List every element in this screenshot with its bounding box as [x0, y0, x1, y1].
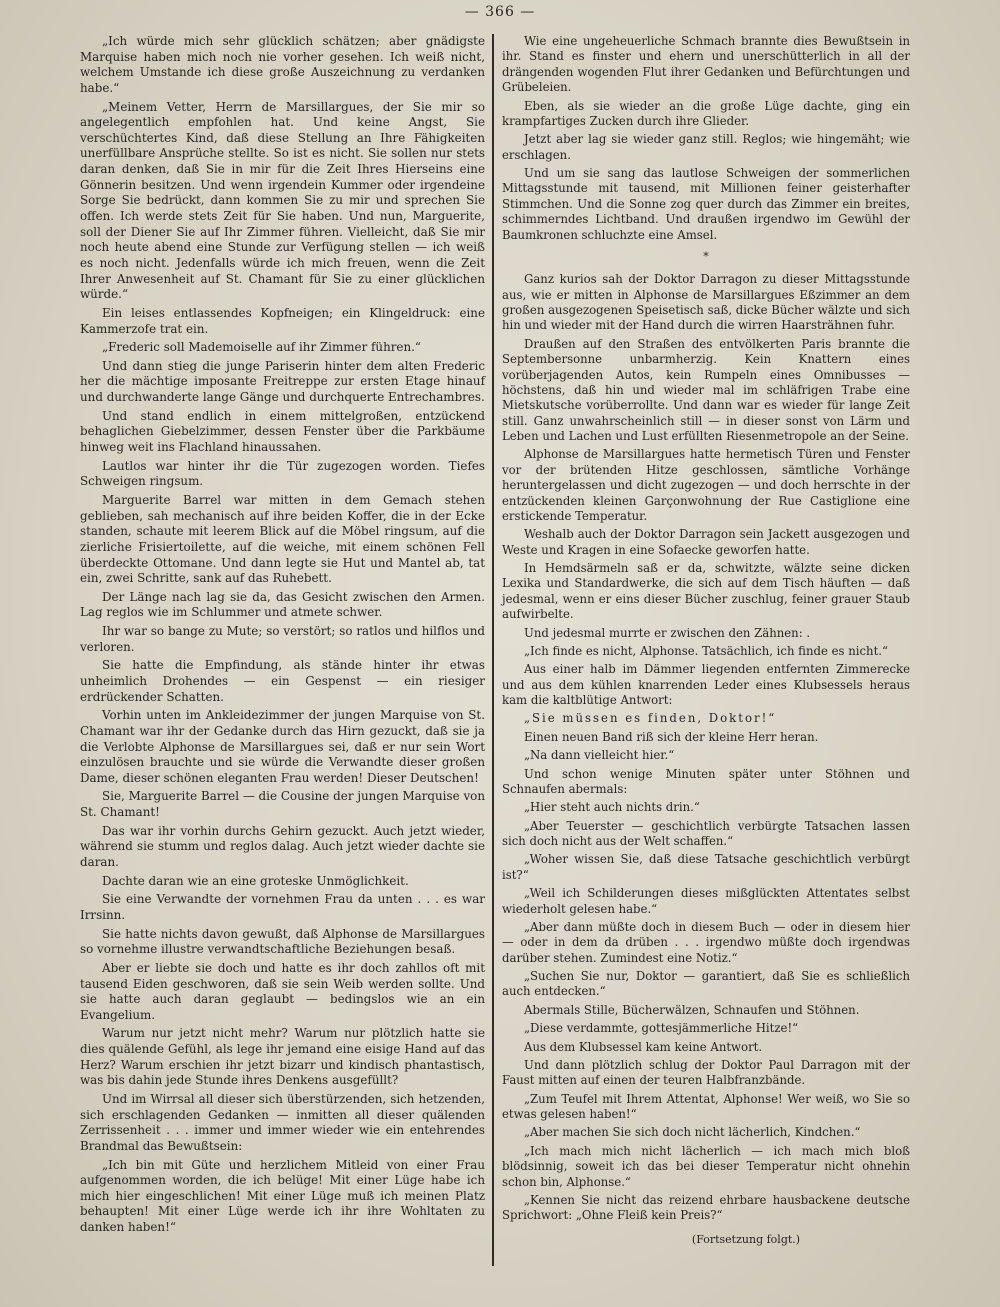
paragraph: Einen neuen Band riß sich der kleine Herr heran. [524, 729, 819, 744]
paragraph: Der Länge nach lag sie da, das Gesicht zwischen den Armen. Lag reglos wie im Schlummer und atmete schwer. [80, 589, 485, 620]
paragraph: In Hemdsärmeln saß er da, schwitzte, wälzte seine dicken Lexika und Standardwerke, die sich auf dem Tisch häuften — daß jedesmal, wenn er eins dieser Bücher zuschlug, feiner grauer Staub aufwirbelte. [502, 561, 910, 622]
paragraph: Abermals Stille, Bücherwälzen, Schnaufen und Stöhnen. [524, 1002, 860, 1017]
paragraph: Und stand endlich in einem mittelgroßen, entzückend behaglichen Giebelzimmer, dessen Fenster über die Parkbäume hinweg weit ins Flachland hinaussahen. [80, 408, 485, 455]
paragraph: „Ich würde mich sehr glücklich schätzen; aber gnädigste Marquise haben mich noch nie vorher gesehen. Ich weiß nicht, welchem Umstande ich diese große Auszeichnung zu verdanken habe.“ [80, 34, 485, 95]
paragraph: „Suchen Sie nur, Doktor — garantiert, daß Sie es schließlich auch entdecken.“ [502, 969, 910, 999]
left-column [80, 34, 485, 1239]
paragraph: Wie eine ungeheuerliche Schmach brannte dies Bewußtsein in ihr. Stand es finster und ehern und unerschütterlich in all der drängenden wogenden Flut ihrer Gedanken und Befürchtungen und Grübeleien. [502, 34, 910, 95]
paragraph: „Aber machen Sie sich doch nicht lächerlich, Kindchen.“ [524, 1125, 861, 1140]
paragraph: „Woher wissen Sie, daß diese Tatsache geschichtlich verbürgt ist?“ [502, 852, 910, 882]
paragraph: „Zum Teufel mit Ihrem Attentat, Alphonse! Wer weiß, wo Sie so etwas gelesen haben!“ [502, 1091, 910, 1121]
paragraph: Ihr war so bange zu Mute; so verstört; so ratlos und hilflos und verloren. [80, 624, 485, 654]
paragraph: „Aber Teuerster — geschichtlich verbürgte Tatsachen lassen sich doch nicht aus der Welt schaffen.“ [502, 818, 910, 848]
paragraph: „Ich mach mich nicht lächerlich — ich mach mich bloß blödsinnig, soweit ich das bei dieser Temperatur nicht ohnehin schon bin, Alphonse.“ [502, 1143, 910, 1189]
paragraph: Und jedesmal murrte er zwischen den Zähnen: . [524, 625, 811, 640]
paragraph: „Frederic soll Mademoiselle auf ihr Zimmer führen.“ [102, 340, 421, 355]
paragraph: Sie eine Verwandte der vornehmen Frau da unten . . . es war Irrsinn. [80, 892, 485, 922]
paragraph: Ein leises entlassendes Kopfneigen; ein Klingeldruck: eine Kammerzofe trat ein. [80, 305, 485, 336]
paragraph: Alphonse de Marsillargues hatte hermetisch Türen und Fenster vor der brütenden Hitze geschlossen, sämtliche Vorhänge heruntergelassen und dicht zugezogen — und doch herrschte in der entzückenden kleinen Garçonwohnung der Rue Castiglione eine erstickende Temperatur. [502, 447, 910, 523]
paragraph: „Diese verdammte, gottesjämmerliche Hitze!“ [524, 1021, 799, 1036]
paragraph: Und im Wirrsal all dieser sich überstürzenden, sich hetzenden, sich erschlagenden Gedanken — inmitten all dieser quälenden Zerrissenheit . . . immer und immer wieder wie ein entehrendes Brandmal das Bewußtsein: [80, 1092, 485, 1153]
paragraph: Warum nur jetzt nicht mehr? Warum nur plötzlich hatte sie dies quälende Gefühl, als lege ihr jemand eine eisige Hand auf das Herz? Warum erschien ihr jetzt bizarr und kindisch phantastisch, was bis dahin jede Stunde ihres Denkens ausgefüllt? [80, 1026, 485, 1088]
paragraph: Und um sie sang das lautlose Schweigen der sommerlichen Mittagsstunde mit tausend, mit Millionen feiner geisterhafter Stimmchen. Und die Sonne zog quer durch das Zimmer ein breites, schimmerndes Lichtband. Und draußen irgendwo im Gewühl der Baumkronen schluchzte eine Amsel. [502, 166, 910, 242]
paragraph: Draußen auf den Straßen des entvölkerten Paris brannte die Septembersonne unbarmherzig. Kein Knattern eines vorüberjagenden Autos, kein Rumpeln eines Omnibusses — höchstens, daß hin und wieder mal im schläfrigen Trabe eine Mietskutsche vorüberrollte. Und dann war es wieder für lange Zeit still. Ganz unwahrscheinlich still — in dieser sonst von Lärm und Leben und Lachen und Lust erfüllten Riesenmetropole an der Seine. [502, 336, 910, 443]
paragraph: „Hier steht auch nichts drin.“ [524, 800, 700, 815]
paragraph: Aus dem Klubsessel kam keine Antwort. [524, 1039, 763, 1054]
paragraph: „Weil ich Schilderungen dieses mißglückten Attentates selbst wiederholt gelesen habe.“ [502, 886, 910, 916]
paragraph: Und dann stieg die junge Pariserin hinter dem alten Frederic her die mächtige imposante Freitreppe zur ersten Etage hinauf und durchwanderte lange Gänge und durchquerte Entrechambres. [80, 358, 485, 405]
right-column [502, 34, 910, 1247]
paragraph: Lautlos war hinter ihr die Tür zugezogen worden. Tiefes Schweigen ringsum. [80, 458, 485, 489]
paragraph: Sie, Marguerite Barrel — die Cousine der jungen Marquise von St. Chamant! [80, 789, 485, 820]
paragraph: Sie hatte nichts davon gewußt, daß Alphonse de Marsillargues so vornehme illustre verwandtschaftliche Beziehungen besaß. [80, 926, 485, 957]
paragraph: „Ich bin mit Güte und herzlichem Mitleid von einer Frau aufgenommen worden, die ich belüge! Mit einer Lüge habe ich mich hier eingeschlichen! Mit einer Lüge muß ich meinen Platz behaupten! Mit einer Lüge werde ich ihr ihre Wohltaten zu danken haben!“ [80, 1157, 485, 1235]
paragraph: Das war ihr vorhin durchs Gehirn gezuckt. Auch jetzt wieder, während sie stumm und reglos dalag. Auch jetzt wieder dachte sie daran. [80, 823, 485, 870]
paragraph: „Na dann vielleicht hier.“ [524, 748, 675, 763]
continuation-note: (Fortsetzung folgt.) [691, 1232, 801, 1246]
paragraph: Sie hatte die Empfindung, als stände hinter ihr etwas unheimlich Drohendes — ein Gespenst — ein riesiger erdrückender Schatten. [80, 658, 485, 704]
paragraph: „Ich finde es nicht, Alphonse. Tatsächlich, ich finde es nicht.“ [524, 643, 888, 658]
paragraph: Weshalb auch der Doktor Darragon sein Jackett ausgezogen und Weste und Kragen in eine Sofaecke geworfen hatte. [502, 527, 910, 557]
paragraph: Aber er liebte sie doch und hatte es ihr doch zahllos oft mit tausend Eiden geschworen, daß sie sein Weib werden sollte. Und sie hatte auch daran geglaubt — bedingslos wie an ein Evangelium. [80, 960, 485, 1022]
column-divider [492, 34, 494, 1266]
paragraph: Jetzt aber lag sie wieder ganz still. Reglos; wie hingemäht; wie erschlagen. [502, 132, 910, 162]
paragraph: „Meinem Vetter, Herrn de Marsillargues, der Sie mir so angelegentlich empfohlen hat. Und keine Angst, Sie verschüchtertes Kind, daß diese Stellung an Ihre Fähigkeiten unerfüllbare Ansprüche stellte. So ist es nicht. Sie sollen nur stets daran denken, daß Sie in mir für die Zeit Ihres Hierseins eine Gönnerin besitzen. Und wenn irgendein Kummer oder irgendeine Sorge Sie bedrückt, dann kommen Sie zu mir und sprechen Sie offen. Ich werde stets Zeit für Sie haben. Und nun, Marguerite, soll der Diener Sie auf Ihr Zimmer führen. Vielleicht, daß Sie mir noch heute abend eine Stunde zur Verfügung stellen — ich weiß es noch nicht. Jedenfalls würde ich mich freuen, wenn die Zeit Ihrer Anwesenheit auf St. Chamant für Sie zu einer glücklichen würde.“ [80, 99, 485, 302]
paragraph: „Kennen Sie nicht das reizend ehrbare hausbackene deutsche Sprichwort: „Ohne Fleiß kein Preis?“ [502, 1192, 910, 1223]
paragraph: Dachte daran wie an eine groteske Unmöglichkeit. [102, 873, 409, 888]
paragraph: Ganz kurios sah der Doktor Darragon zu dieser Mittagsstunde aus, wie er mitten in Alphonse de Marsillargues Eßzimmer an dem großen ausgezogenen Speisetisch saß, dicke Bücher wälzte und sich hin und wieder mit der Hand durch die wirren Haarsträhnen fuhr. [502, 272, 910, 333]
paragraph: Marguerite Barrel war mitten in dem Gemach stehen geblieben, sah mechanisch auf ihre beiden Koffer, die in der Ecke standen, schaute mit leerem Blick auf die Möbel ringsum, auf die zierliche Frisiertoilette, auf die weiche, mit einem schönen Fell überdeckte Ottomane. Und dann legte sie Hut und Mantel ab, tat ein, zwei Schritte, sank auf das Ruhebett. [80, 492, 485, 586]
paragraph: Und dann plötzlich schlug der Doktor Paul Darragon mit der Faust mitten auf einen der teuren Halbfranzbände. [502, 1057, 910, 1088]
paragraph: Vorhin unten im Ankleidezimmer der jungen Marquise von St. Chamant war ihr der Gedanke durch das Hirn gezuckt, daß sie ja die Verlobte Alphonse de Marsillargues sei, daß er nur sein Wort einzulösen brauchte und sie würde die Verwandte dieser großen Dame, dieser schönen eleganten Frau werden! Dieser Deutschen! [80, 708, 485, 785]
paragraph: „Aber dann müßte doch in diesem Buch — oder in diesem hier — oder in dem da drüben . . . irgendwo müßte doch irgendwas darüber stehen. Zumindest eine Notiz.“ [502, 919, 910, 965]
paragraph: Aus einer halb im Dämmer liegenden entfernten Zimmerecke und aus dem kühlen knarrenden Leder eines Klubsessels heraus kam die kaltblütige Antwort: [502, 662, 910, 707]
section-break-star: * [703, 249, 709, 263]
paragraph: Und schon wenige Minuten später unter Stöhnen und Schnaufen abermals: [502, 766, 910, 796]
paragraph: „Sie müssen es finden, Doktor!“ [524, 711, 777, 726]
page-number: — 366 — [464, 4, 536, 20]
paragraph: Eben, als sie wieder an die große Lüge dachte, ging ein krampfartiges Zucken durch ihre Glieder. [502, 98, 910, 128]
